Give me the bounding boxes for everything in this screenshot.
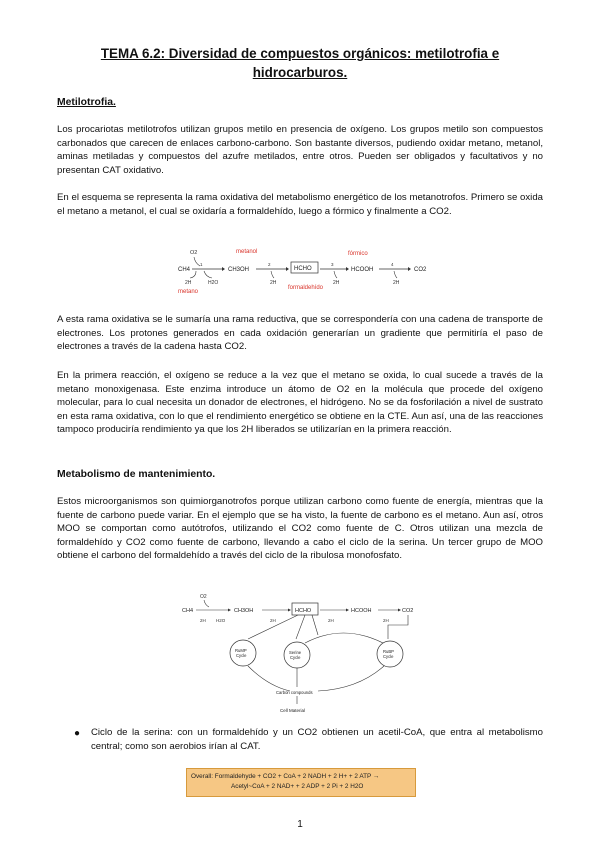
two-h-out-arrow-1 [271,271,274,278]
paragraph-reductive-branch: A esta rama oxidativa se le sumaría una rama reductiva, que se correspondería con una cadena de transporte de electrones. Los protones generados en cada oxidación generarían un gradiente que permitiría el paso de electrones a través de la cadena hasta CO2. [57,314,543,353]
label-metanol: metanol [236,249,258,255]
co2-label: CO2 [414,267,427,273]
hcooh-label: HCOOH [351,267,374,273]
two-h-out-label-2: 2H [333,280,340,286]
ch4-label: CH4 [178,267,191,273]
oxidation-pathway-diagram [176,244,436,302]
step-1-label: 1 [200,262,203,267]
rump-label-2: Cycle [236,653,247,658]
arrow-3-head [346,609,349,612]
paragraph-scheme: En el esquema se representa la rama oxidativa del metabolismo energético de los metanotrofos. Primero se oxida el metano a metanol, el cual se oxidaría a formaldehído, luego a fórmico y finalmente a CO2. [57,192,543,217]
overall-equation-box [186,768,416,797]
arrow-2-head [288,609,291,612]
o2-label: O2 [190,250,198,256]
step-3-label: 3 [331,262,334,267]
cell-material-label: Cell Material [280,708,306,713]
arrow-1-head [228,609,231,612]
h2o-label: H2O [216,618,226,623]
two-h-out-arrow-2 [334,271,337,278]
arrow-2-head [286,267,289,271]
two-h-out-arrow-3 [394,271,397,278]
hcho-down-line [312,615,318,635]
ch3oh-label: CH3OH [228,267,250,273]
arrow-3-head [346,267,349,271]
hcooh-label: HCOOH [351,608,372,614]
rubp-label-2: Cycle [383,654,394,659]
rump-to-carbon-line [248,666,290,691]
equation-line-2: Acetyl~CoA + 2 NAD+ + 2 ADP + 2 Pi + 2 H2O [231,782,364,790]
ch3oh-label: CH3OH [234,608,254,614]
label-formaldehido: formaldehído [288,285,324,291]
h2o-label: H2O [208,280,219,286]
arrow-4-head [398,609,401,612]
rubp-label-1: RuBP [383,649,394,654]
co2-to-serine-arc [305,633,383,643]
paragraph-maintenance: Estos microorganismos son quimiorganotrofos porque utilizan carbono como fuente de energía, mientras que la fuente de carbono puede variar. En el ejemplo que se ha visto, la fuente de carbono es el metano. Aun así, otros MOO se comportan como autótrofos, utilizando el CO2 como fuente de C. Otros utilizan una mezcla de formaldehído y CO2 como fuente de carbono, llevando a cabo el ciclo de la serina. Un tercer grupo de MOO obtiene el carbono del formaldehído a través del ciclo de la ribulosa monofosfato. [57,496,543,562]
co2-label: CO2 [402,608,414,614]
two-h-label-4: 2H [383,618,389,623]
two-h-label-3: 2H [328,618,334,623]
label-formico: fórmico [348,251,368,257]
page-number: 1 [297,819,303,830]
step-4-label: 4 [391,262,394,267]
hcho-label: HCHO [295,608,312,614]
two-h-label-1: 2H [200,618,206,623]
two-h-out-label-3: 2H [393,280,400,286]
section-heading-metilotrofia: Metilotrofia. [57,97,116,108]
carbon-assimilation-diagram [178,591,418,717]
bullet-marker: ● [74,728,81,739]
rump-label-1: RuMP [235,648,247,653]
label-metano: metano [178,289,199,295]
o2-in-arrow [204,600,209,607]
two-h-label-2: 2H [270,618,276,623]
carbon-components-label: Carbon compounds [276,690,313,695]
paragraph-first-reaction: En la primera reacción, el oxígeno se reduce a la vez que el metano se oxida, lo cual sucede a través de la metano monoxigenasa. Este enzima introduce un átomo de O2 en la molécula que procede del oxígeno molecular, para lo cual necesita un donador de electrones, el hidrógeno. No se da fosforilación a nivel de sustrato en esta rama oxidativa, con lo que el rendimiento energético se obtiene en la CTE. Aun así, una de las reacciones tampoco produciría rendimiento ya que los 2H liberados se utilizarían en la primera reacción. [57,370,543,436]
rubp-to-carbon-line [318,666,384,691]
hcho-to-serine-line [296,615,305,639]
bullet-serine-cycle: Ciclo de la serina: con un formaldehído y un CO2 obtienen un acetil-CoA, que entra al metabolismo central; como son aerobios irían al CAT. [91,727,543,752]
serine-label-1: Serine [289,650,302,655]
two-h-in-label: 2H [185,280,192,286]
two-h-in-arrow [190,271,196,278]
equation-line-1: Overall: Formaldehyde + CO2 + CoA + 2 NADH + 2 H+ + 2 ATP → [191,773,380,780]
serine-label-2: Cycle [290,655,301,660]
co2-to-rubp-line [388,615,408,639]
two-h-out-label-1: 2H [270,280,277,286]
title-line-1: TEMA 6.2: Diversidad de compuestos orgánicos: metilotrofia e [100,46,500,61]
arrow-4-head [408,267,411,271]
o2-label: O2 [200,594,207,600]
title-line-2: hidrocarburos. [252,65,348,80]
ch4-label: CH4 [182,608,194,614]
arrow-1-head [222,267,225,271]
document-title [60,44,540,82]
section-heading-mantenimiento: Metabolismo de mantenimiento. [57,469,216,480]
paragraph-intro: Los procariotas metilotrofos utilizan grupos metilo en presencia de oxígeno. Los grupos metilo son compuestos carbonados que carecen de enlaces carbono-carbono. Son bastante diversos, pudiendo oxidar metano, metanol, aminas metiladas y compuestos del azufre metilados, entre otros. Pueden ser obligados y facultativos y no presentan CAT oxidativo. [57,124,543,176]
step-2-label: 2 [268,262,271,267]
h2o-out-arrow [204,271,212,278]
hcho-label: HCHO [294,266,312,272]
